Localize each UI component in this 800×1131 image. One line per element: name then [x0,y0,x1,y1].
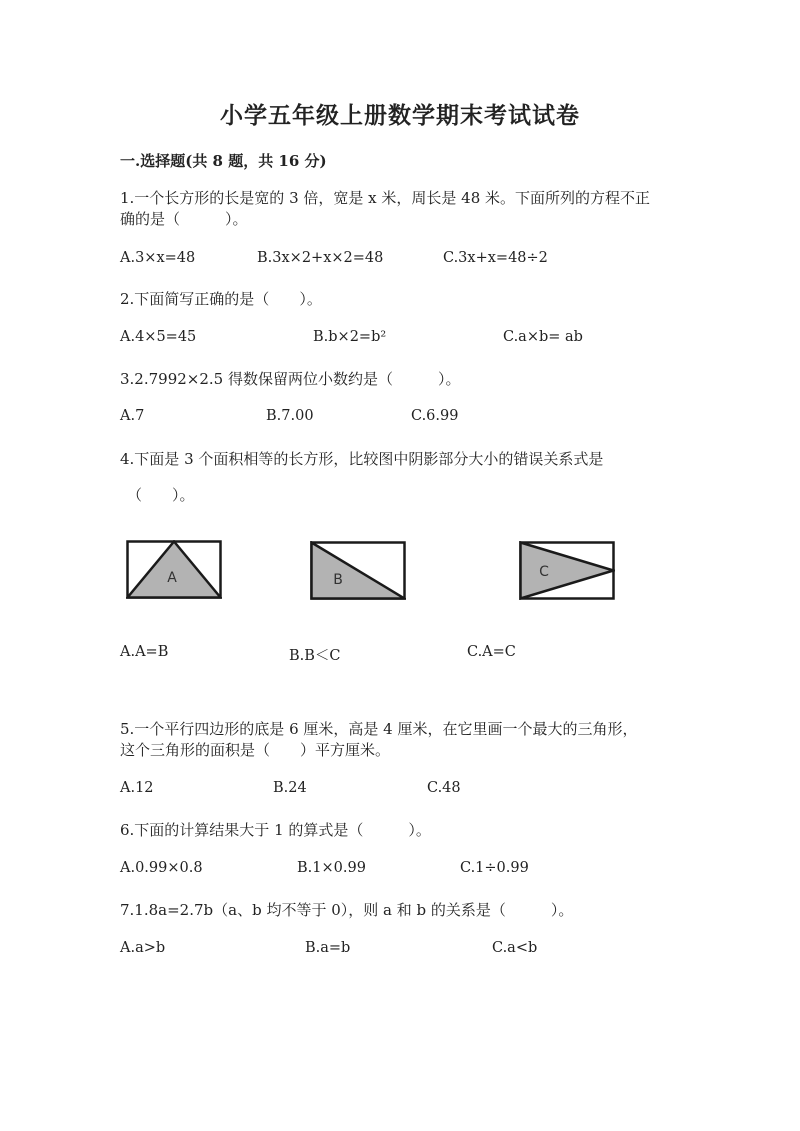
question-2-option-a[interactable]: A.4×5=45 [120,329,197,345]
figure-c-label: C [539,564,549,580]
question-4-line-2: （ ）。 [127,486,195,504]
question-3-option-c[interactable]: C.6.99 [411,408,459,424]
question-5-option-b[interactable]: B.24 [273,780,307,796]
figure-a-label: A [167,570,177,586]
question-4-option-c[interactable]: C.A=C [467,644,516,660]
question-1-option-a[interactable]: A.3×x=48 [120,250,196,266]
question-4-option-b[interactable]: B.B＜C [289,648,341,664]
question-4-option-a[interactable]: A.A=B [120,644,169,660]
question-5-option-a[interactable]: A.12 [120,780,154,796]
question-5-line-1: 5.一个平行四边形的底是 6 厘米，高是 4 厘米，在它里画一个最大的三角形， [120,720,638,738]
question-1-line-2: 确的是（ ）。 [120,210,248,228]
question-6-line-1: 6.下面的计算结果大于 1 的算式是（ ）。 [120,821,431,839]
question-6-option-b[interactable]: B.1×0.99 [297,860,366,876]
question-1-option-b[interactable]: B.3x×2+x×2=48 [257,250,384,266]
question-6-option-c[interactable]: C.1÷0.99 [460,860,529,876]
question-3-option-b[interactable]: B.7.00 [266,408,314,424]
question-7-option-a[interactable]: A.a>b [120,940,166,956]
question-6-option-a[interactable]: A.0.99×0.8 [120,860,203,876]
page-title: 小学五年级上册数学期末考试试卷 [220,102,580,129]
question-5-option-c[interactable]: C.48 [427,780,461,796]
figure-a-rectangle [126,540,222,600]
question-7-line-1: 7.1.8a=2.7b（a、b 均不等于 0），则 a 和 b 的关系是（ ）。 [120,901,574,919]
question-2-option-b[interactable]: B.b×2=b² [313,329,387,345]
question-2-line-1: 2.下面简写正确的是（ ）。 [120,290,322,308]
figure-c-rectangle [519,541,615,600]
question-2-option-c[interactable]: C.a×b= ab [503,329,583,345]
section-heading: 一.选择题(共 8 题，共 16 分) [120,152,327,170]
question-7-option-c[interactable]: C.a<b [492,940,538,956]
question-1-line-1: 1.一个长方形的长是宽的 3 倍，宽是 x 米，周长是 48 米。下面所列的方程不正 [120,189,651,207]
question-5-line-2: 这个三角形的面积是（ ）平方厘米。 [120,741,391,759]
question-1-option-c[interactable]: C.3x+x=48÷2 [443,250,548,266]
question-3-line-1: 3.2.7992×2.5 得数保留两位小数约是（ ）。 [120,370,461,388]
figure-b-rectangle [310,541,406,600]
question-4-line-1: 4.下面是 3 个面积相等的长方形，比较图中阴影部分大小的错误关系式是 [120,450,604,468]
question-7-option-b[interactable]: B.a=b [305,940,351,956]
question-3-option-a[interactable]: A.7 [120,408,145,424]
figure-b-label: B [333,572,343,588]
